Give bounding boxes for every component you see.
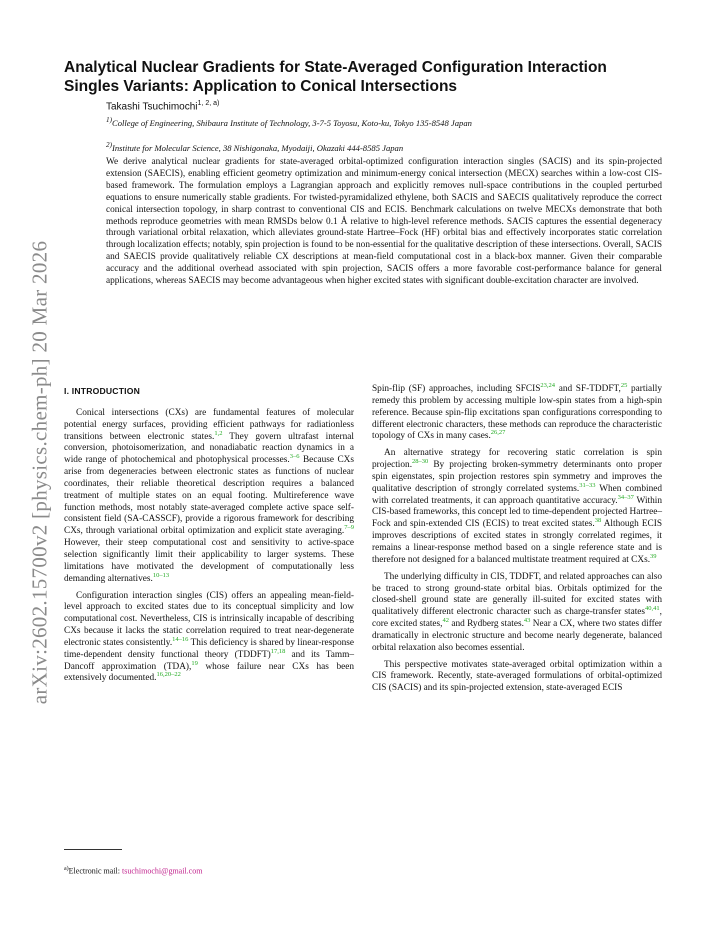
body-text: Configuration interaction singles (CIS) offers an appealing mean-field-level approach to excited states due to its conceptual simplicity and low computational cost. Nevertheless, CIS is intrinsically incapable of describing CXs because it lacks the static correlation required to treat near-degenerate electronic states consistently.	[64, 590, 354, 648]
footnote	[64, 866, 202, 876]
citation-link[interactable]: 10–13	[152, 571, 170, 579]
right-column-paragraphs	[372, 381, 663, 695]
affiliation-mark: 2)	[106, 141, 112, 149]
citation-link[interactable]: 14–16	[172, 635, 189, 643]
citation-link[interactable]: 1,2	[214, 429, 223, 437]
citation-link[interactable]: 38	[594, 517, 602, 525]
citation-link[interactable]: 42	[442, 616, 449, 624]
citation-link[interactable]: 31–33	[579, 481, 596, 489]
paragraph	[372, 381, 663, 443]
body-text: whose failure near CXs has been extensively documented.	[64, 661, 355, 684]
body-text: An alternative strategy for recovering static correlation is spin projection.	[372, 448, 662, 471]
citation-link[interactable]: 28–30	[412, 457, 429, 465]
body-text: This perspective motivates state-averaged orbital optimization within a CIS framework. Recently, state-averaged formulations of orbital-optimized CIS (SACIS) and its spin-projected extension, state-averaged ECIS	[372, 659, 662, 694]
footnote-mark: a)	[64, 866, 69, 872]
body-text: The underlying difficulty in CIS, TDDFT, and related approaches can also be traced to strong ground-state orbital bias. Orbitals optimized for the closed-shell ground state are generally ill-suited for excited states with qualitatively different electronic character such as charge-transfer states	[372, 571, 662, 618]
right-column	[372, 381, 663, 700]
citation-link[interactable]: 3–6	[289, 453, 300, 461]
footnote-divider	[64, 849, 122, 850]
author-name: Takashi Tsuchimochi	[106, 101, 198, 113]
left-column	[64, 384, 354, 690]
body-text: and SF-TDDFT,	[555, 384, 621, 394]
affiliation-text: Institute for Molecular Science, 38 Nishigonaka, Myodaiji, Okazaki 444-8585 Japan	[111, 142, 404, 153]
section-heading-introduction: I. INTRODUCTION	[64, 386, 141, 396]
author-affiliation-marks: 1, 2, a)	[197, 100, 220, 107]
body-text: Within CIS-based frameworks, this concept led to time-dependent projected Hartree–Fock and spin-extended CIS (ECIS) to treat excited states.	[372, 495, 662, 530]
citation-link[interactable]: 39	[650, 552, 657, 560]
arxiv-identifier-stamp: arXiv:2602.15700v2 [physics.chem-ph] 20 Mar 2026	[27, 240, 52, 705]
body-text: and its Tamm–Dancoff approximation (TDA),	[64, 649, 354, 672]
body-text: By projecting broken-symmetry determinants onto proper spin eigenstates, spin projection restores spin symmetry and improves the qualitative description of strongly correlated systems.	[372, 460, 662, 494]
affiliation-2	[106, 140, 626, 154]
citation-link[interactable]: 34–37	[617, 493, 634, 501]
body-text: This deficiency is shared by linear-response time-dependent density functional theory (TDDFT)	[64, 637, 354, 660]
citation-link[interactable]: 7–9	[344, 524, 354, 532]
paragraph	[64, 591, 354, 686]
affiliation-1	[106, 115, 626, 129]
paragraph	[372, 448, 662, 566]
paragraph	[64, 408, 354, 586]
body-text: and Rydberg states.	[449, 619, 524, 630]
paper-title: Analytical Nuclear Gradients for State-Averaged Configuration Interaction Singles Variants: Application to Conical Intersections	[64, 59, 607, 95]
paragraph	[372, 660, 662, 696]
citation-link[interactable]: 40,41	[645, 605, 660, 613]
citation-link[interactable]: 23,24	[540, 381, 556, 389]
body-text: partially remedy this problem by accessing multiple low-spin states from a high-spin reference. Because spin-flip excitations span configurations corresponding to different electronic characters, these methods can reproduce the characteristic topology of CXs in many cases.	[372, 384, 663, 442]
affiliation-mark: 1)	[106, 116, 112, 124]
body-text: Because CXs arise from degeneracies between electronic states as functions of nuclear coordinates, their reliable theoretical description requires a balanced treatment of multiple states on an equal footing. Multireference wave function methods, most notably state-averaged complete active space self-consistent field (SA-CASSCF), provide a rigorous framework for describing CXs, through variational orbital optimization and explicit state averaging.	[64, 455, 354, 537]
body-text: Although ECIS improves descriptions of excited states in strongly correlated regimes, it remains a linear-response method based on a single reference state and is therefore not designed for a balanced multistate treatment required at CXs.	[372, 519, 662, 565]
citation-link[interactable]: 16,20–22	[156, 671, 181, 679]
body-text: Spin-flip (SF) approaches, including SFCIS	[372, 384, 541, 394]
author-line	[106, 100, 666, 112]
citation-link[interactable]: 17,18	[270, 647, 286, 655]
citation-link[interactable]: 26,27	[490, 429, 506, 437]
abstract: We derive analytical nuclear gradients for state-averaged orbital-optimized configuration interaction singles (SACIS) and its spin-projected extension (SAECIS), enabling efficient geometry optimization and minimum-energy conical intersection (MECX) searches within a low-cost CIS-based framework. The formulation employs a Lagrangian approach and explicitly removes null-space contributions in the coupled perturbed equations to ensure numerically stable gradients. For twisted-pyramidalized ethylene, both SACIS and SAECIS qualitatively reproduce the correct conical intersection topology, in sharp contrast to conventional CIS and ECIS. Benchmark calculations on twelve MECXs demonstrate that both methods reproduce geometries with mean RMSDs below 0.1 Å relative to high-level reference methods. SACIS captures the essential degeneracy through variational orbital relaxation, which alleviates ground-state Hartree–Fock (HF) orbital bias and effectively incorporates static correlation through localization effects; notably, spin projection is found to be non-essential for the qualitative description of these intersections. Overall, SACIS and SAECIS provide qualitatively reliable CX descriptions at mean-field computational cost in a black-box manner. Given their comparable accuracy and the additional overhead associated with spin projection, SACIS offers a more favorable cost-performance balance for general applications, whereas SAECIS may become advantageous when higher excited states with significant double-excitation character are involved.	[106, 157, 662, 287]
citation-link[interactable]: 43	[523, 616, 531, 624]
body-text: When combined with correlated treatments, it can approach quantitative accuracy.	[372, 483, 662, 506]
body-text: They govern ultrafast internal conversion, photoisomerization, and nonadiabatic reaction dynamics in a wide range of photochemical and photophysical processes.	[64, 431, 354, 466]
body-text: However, their steep computational cost and sensitivity to active-space selection significantly limit their applicability to larger systems. These limitations have motivated the development of computationally less demanding alternatives.	[64, 538, 354, 584]
email-link[interactable]: tsuchimochi@gmail.com	[121, 866, 203, 876]
body-text: Near a CX, where two states differ dramatically in electronic structure and become nearly degenerate, balanced orbital relaxation also becomes essential.	[372, 619, 662, 653]
body-text: , core excited states,	[372, 607, 662, 630]
left-column-paragraphs	[64, 408, 354, 685]
paragraph	[372, 572, 662, 655]
body-text: Conical intersections (CXs) are fundamental features of molecular potential energy surfaces, providing efficient pathways for radiationless transitions between electronic states.	[64, 407, 354, 442]
affiliation-text: College of Engineering, Shibaura Institute of Technology, 3-7-5 Toyosu, Koto-ku, Tokyo 135-8548 Japan	[111, 117, 472, 128]
footnote-label: Electronic mail:	[68, 866, 122, 876]
citation-link[interactable]: 25	[620, 381, 628, 389]
citation-link[interactable]: 19	[191, 659, 198, 667]
